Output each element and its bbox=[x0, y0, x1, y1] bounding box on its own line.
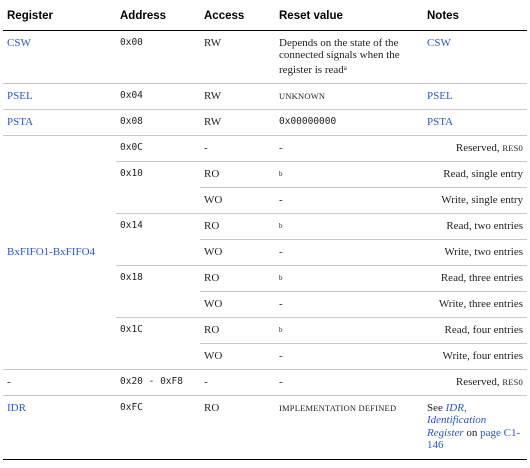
notes-on: on bbox=[466, 426, 478, 439]
register-map-table bbox=[3, 0, 527, 460]
access-cell: RO bbox=[200, 395, 275, 459]
address-range-cell bbox=[116, 369, 200, 395]
reset-value-cell bbox=[275, 213, 423, 239]
access-cell: RW bbox=[200, 83, 275, 109]
notes-cell: Write, four entries bbox=[423, 343, 527, 369]
access-cell: WO bbox=[200, 239, 275, 265]
access-cell: RW bbox=[200, 109, 275, 135]
table-row-idr bbox=[3, 395, 527, 459]
notes-cell: Read, single entry bbox=[423, 161, 527, 187]
footnote-b-marker[interactable]: b bbox=[279, 221, 283, 230]
access-cell: RO bbox=[200, 317, 275, 343]
idr-register-link[interactable]: IDR, Identification Register bbox=[427, 401, 487, 439]
address-end: 0xF8 bbox=[160, 375, 183, 387]
table-row-csw bbox=[3, 30, 527, 83]
table-row-psta bbox=[3, 109, 527, 135]
register-cell: - bbox=[3, 369, 116, 395]
reset-value-cell: - bbox=[275, 291, 423, 317]
address-cell: 0x10 bbox=[116, 161, 200, 213]
res0-text: RES0 bbox=[502, 142, 523, 153]
header-access: Access bbox=[200, 0, 275, 30]
footnote-b-marker[interactable]: b bbox=[279, 273, 283, 282]
address-cell: 0xFC bbox=[116, 395, 200, 459]
notes-cell bbox=[423, 395, 527, 459]
address-cell: 0x0C bbox=[116, 135, 200, 161]
access-cell: RO bbox=[200, 161, 275, 187]
footnote-b-marker[interactable]: b bbox=[279, 169, 283, 178]
reset-value-text: Depends on the state of the connected signals when the register is read bbox=[279, 36, 400, 76]
access-cell: RO bbox=[200, 213, 275, 239]
header-register: Register bbox=[3, 0, 116, 30]
res0-text: RES0 bbox=[502, 376, 523, 387]
header-address: Address bbox=[116, 0, 200, 30]
header-reset-value: Reset value bbox=[275, 0, 423, 30]
address-cell: 0x04 bbox=[116, 83, 200, 109]
register-link-bxfifo[interactable]: BxFIFO1-BxFIFO4 bbox=[3, 135, 116, 369]
notes-prefix: See bbox=[427, 401, 443, 414]
notes-text: Reserved, bbox=[455, 375, 500, 388]
access-cell: WO bbox=[200, 291, 275, 317]
notes-cell: Read, three entries bbox=[423, 265, 527, 291]
address-start: 0x20 bbox=[120, 375, 143, 387]
reset-value-cell bbox=[275, 161, 423, 187]
address-cell: 0x00 bbox=[116, 30, 200, 83]
table-row-reserved-range bbox=[3, 369, 527, 395]
notes-link-psel[interactable]: PSEL bbox=[423, 83, 527, 109]
access-cell: WO bbox=[200, 187, 275, 213]
notes-cell: Write, two entries bbox=[423, 239, 527, 265]
table-header-row bbox=[3, 0, 527, 30]
address-separator: - bbox=[142, 375, 161, 387]
reset-value-cell bbox=[275, 30, 423, 83]
notes-cell: Read, four entries bbox=[423, 317, 527, 343]
address-cell: 0x14 bbox=[116, 213, 200, 265]
register-link-csw[interactable]: CSW bbox=[3, 30, 116, 83]
access-cell: RO bbox=[200, 265, 275, 291]
reset-value-cell bbox=[275, 317, 423, 343]
table-row-psel bbox=[3, 83, 527, 109]
reset-value-cell: - bbox=[275, 369, 423, 395]
notes-cell bbox=[423, 369, 527, 395]
notes-text: Reserved, bbox=[455, 141, 500, 154]
notes-cell: Write, single entry bbox=[423, 187, 527, 213]
reset-value-cell: UNKNOWN bbox=[275, 83, 423, 109]
reset-value-cell bbox=[275, 265, 423, 291]
reset-value-cell: - bbox=[275, 239, 423, 265]
notes-link-psta[interactable]: PSTA bbox=[423, 109, 527, 135]
reset-value-cell: 0x00000000 bbox=[275, 109, 423, 135]
page-reference-link[interactable]: page C1-146 bbox=[427, 426, 521, 451]
address-cell: 0x1C bbox=[116, 317, 200, 369]
register-table-container bbox=[3, 0, 527, 460]
register-link-idr[interactable]: IDR bbox=[3, 395, 116, 459]
reset-value-cell: - bbox=[275, 135, 423, 161]
notes-cell: Read, two entries bbox=[423, 213, 527, 239]
access-cell: - bbox=[200, 369, 275, 395]
header-notes: Notes bbox=[423, 0, 527, 30]
footnote-b-marker[interactable]: b bbox=[279, 325, 283, 334]
notes-cell: Write, three entries bbox=[423, 291, 527, 317]
table-row-bxfifo-0x0c bbox=[3, 135, 527, 161]
reset-value-cell: IMPLEMENTATION DEFINED bbox=[275, 395, 423, 459]
reset-value-cell: - bbox=[275, 187, 423, 213]
footnote-a-marker[interactable]: a bbox=[343, 63, 347, 72]
address-cell: 0x18 bbox=[116, 265, 200, 317]
access-cell: - bbox=[200, 135, 275, 161]
access-cell: WO bbox=[200, 343, 275, 369]
access-cell: RW bbox=[200, 30, 275, 83]
register-link-psel[interactable]: PSEL bbox=[3, 83, 116, 109]
register-link-psta[interactable]: PSTA bbox=[3, 109, 116, 135]
address-cell: 0x08 bbox=[116, 109, 200, 135]
reset-value-cell: - bbox=[275, 343, 423, 369]
notes-link-csw[interactable]: CSW bbox=[423, 30, 527, 83]
notes-cell bbox=[423, 135, 527, 161]
